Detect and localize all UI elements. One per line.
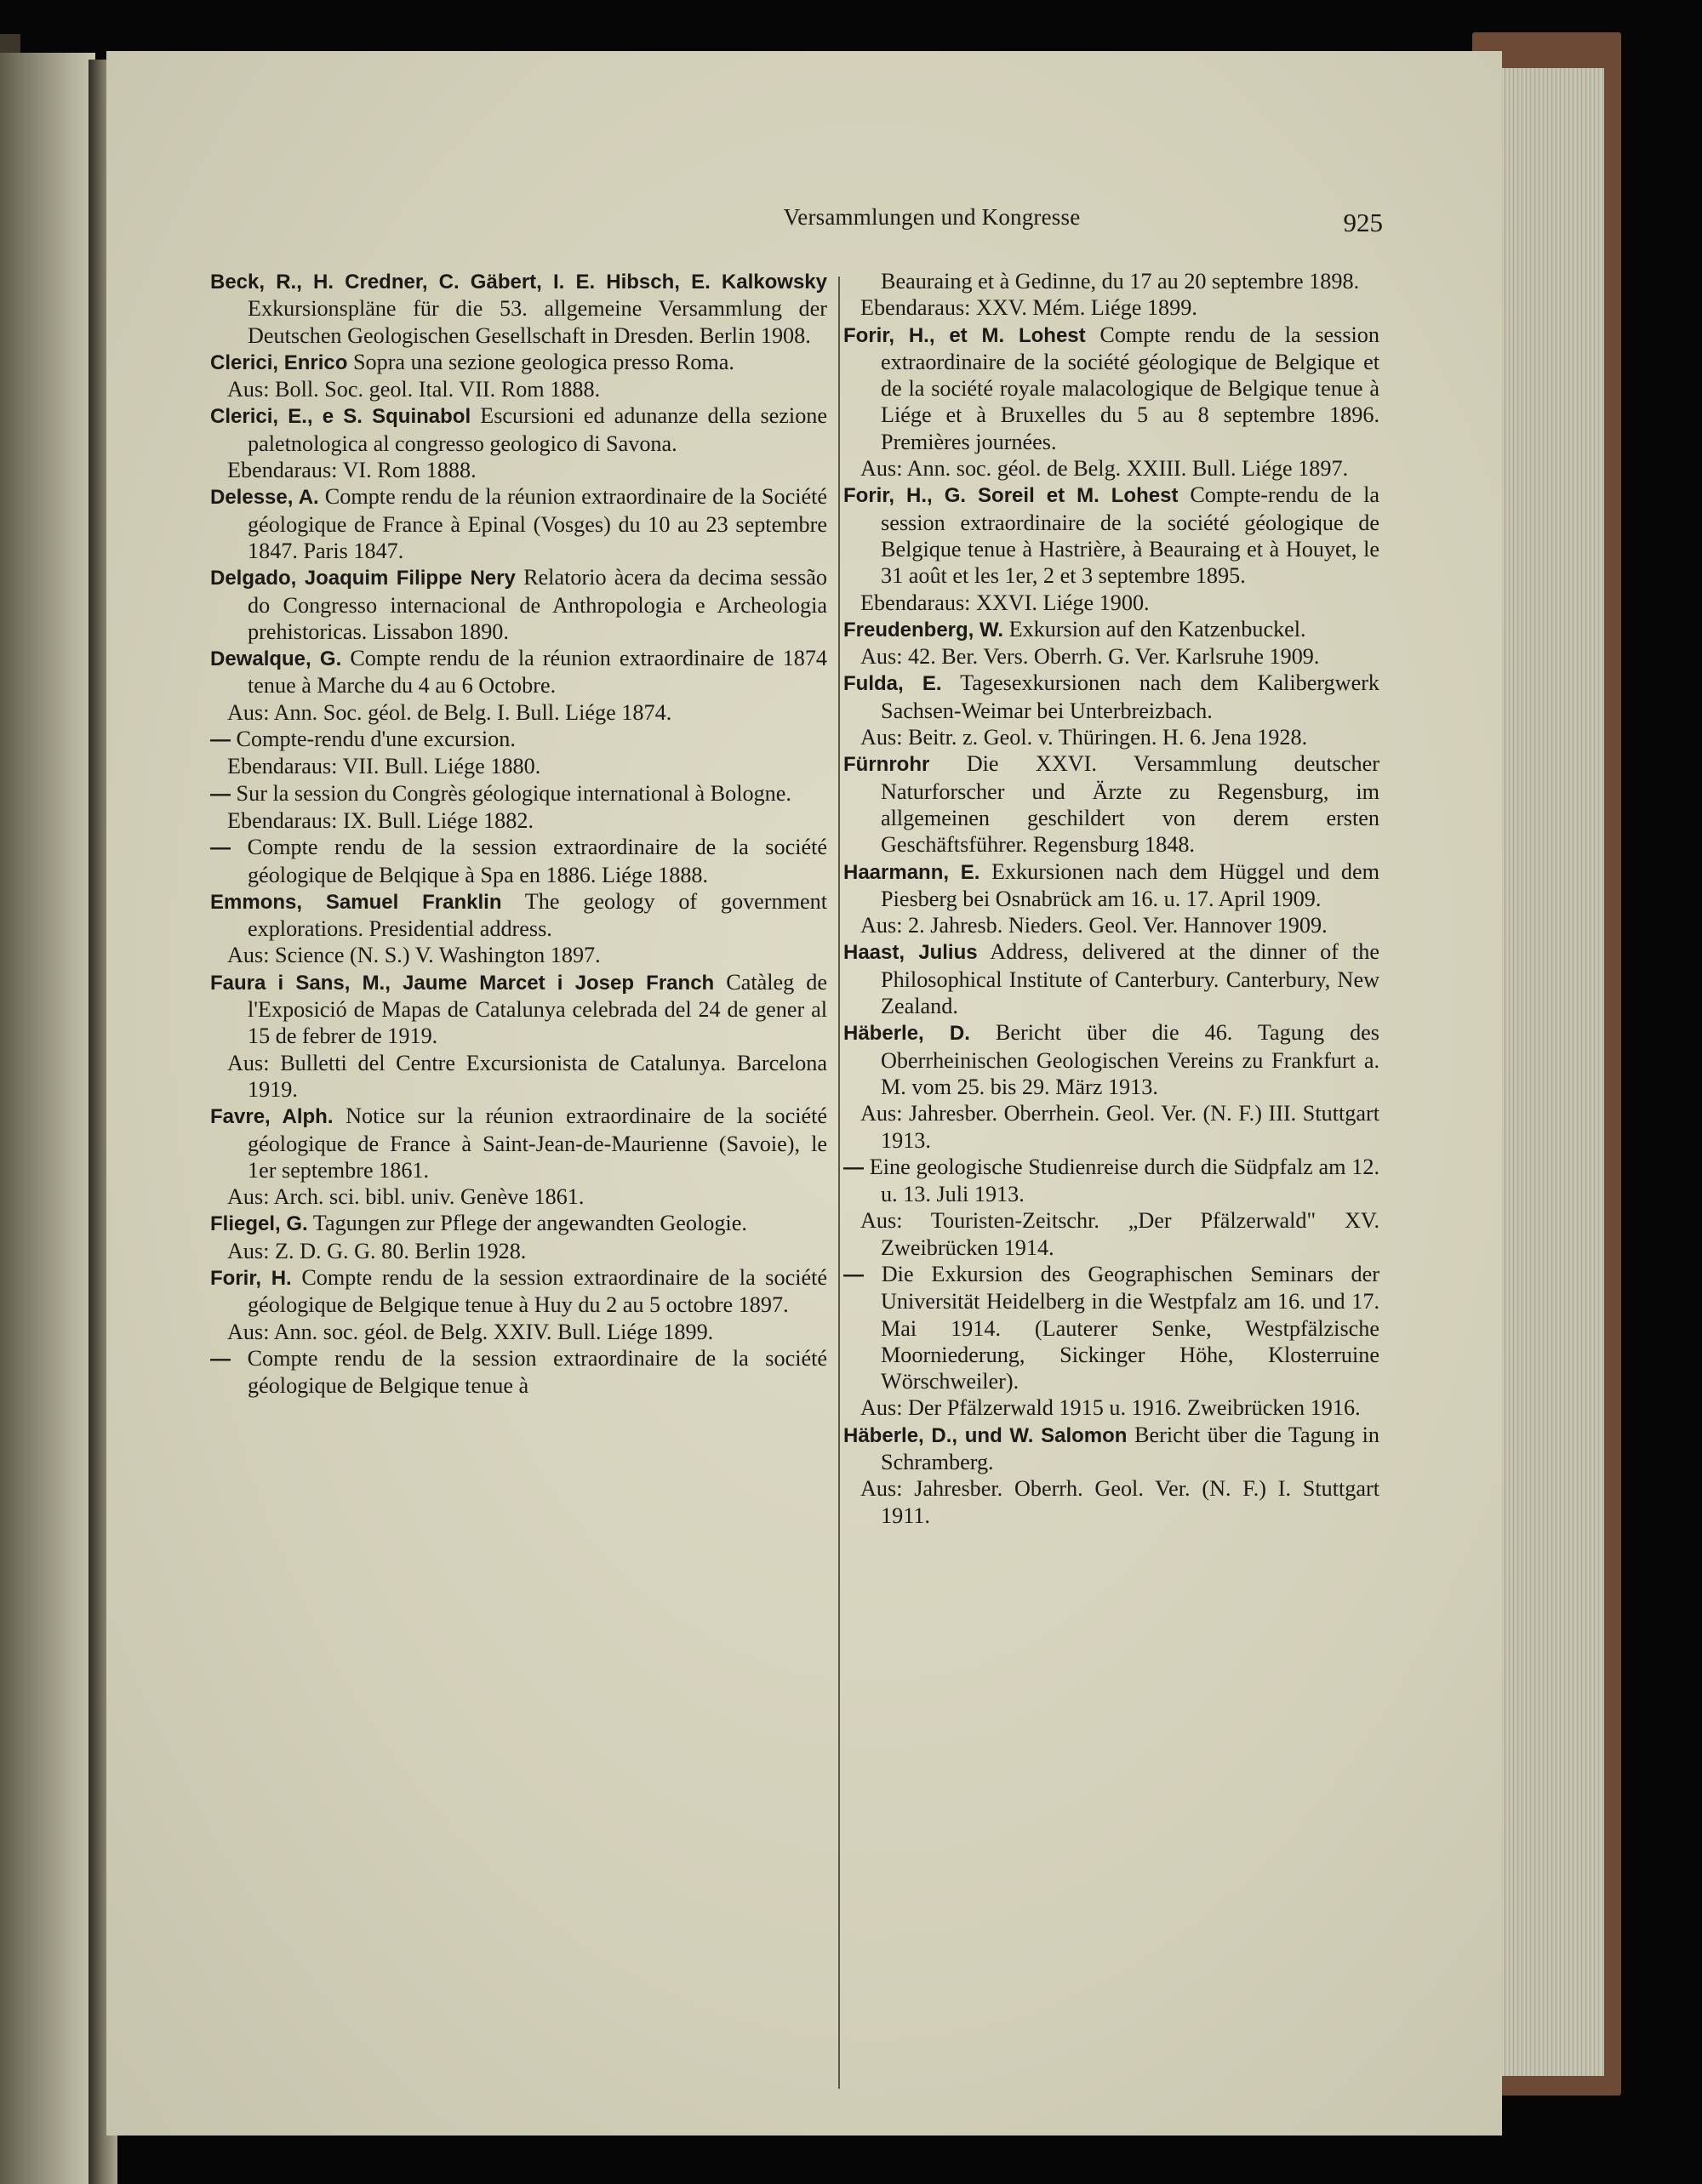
entry-author: Freudenberg, W. xyxy=(843,618,1004,642)
entry-title: Die Exkursion des Geographischen Seminars der Universität Heidelberg in die Westpfalz am 16. und 17. Mai 1914. (Lauterer Senke, Westpfälzische Moorniederung, Sickinger Höhe, Klosterruine Wörschweiler). xyxy=(881,1261,1379,1394)
left-column xyxy=(210,268,827,1399)
entry-title: The geology of government explorations. Presidential address. xyxy=(248,888,827,942)
entry-author: Fulda, E. xyxy=(843,672,942,696)
bibliography-entry xyxy=(843,1261,1379,1394)
entry-title: Exkursionen nach dem Hüggel und dem Piesberg bei Osnabrück am 16. u. 17. April 1909. xyxy=(881,858,1379,911)
entry-source: Ebendaraus: VII. Bull. Liége 1880. xyxy=(227,754,541,779)
entry-author: Delesse, A. xyxy=(210,486,319,510)
entry-title: Tagungen zur Pflege der angewandten Geologie. xyxy=(312,1211,747,1236)
bibliography-entry xyxy=(843,1154,1379,1208)
entry-author: — xyxy=(843,1263,864,1286)
entry-source: Aus: Jahresber. Oberrhein. Geol. Ver. (N. F.) III. Stuttgart 1913. xyxy=(860,1101,1379,1153)
entry-author: Emmons, Samuel Franklin xyxy=(210,890,502,914)
bibliography-entry xyxy=(843,1019,1379,1100)
entry-title: Eine geologische Studienreise durch die Südpfalz am 12. u. 13. Juli 1913. xyxy=(869,1154,1380,1207)
entry-author: Häberle, D. xyxy=(843,1022,970,1046)
entry-author: Clerici, Enrico xyxy=(210,351,348,374)
bibliography-entry xyxy=(210,888,827,943)
entry-author: — xyxy=(210,728,231,752)
bibliography-entry xyxy=(843,938,1379,1019)
entry-title: Compte-rendu d'une excursion. xyxy=(236,727,516,752)
entry-author: — xyxy=(210,782,231,806)
column-rule xyxy=(838,277,840,2089)
bibliography-entry xyxy=(210,726,827,753)
entry-author: Forir, H. xyxy=(210,1266,292,1290)
right-column xyxy=(843,268,1379,1529)
entry-author: Fürnrohr xyxy=(843,753,930,777)
entry-source: Aus: Ann. soc. géol. de Belg. XXIII. Bull. Liége 1897. xyxy=(860,456,1349,482)
entry-source: Aus: Z. D. G. G. 80. Berlin 1928. xyxy=(227,1238,527,1263)
entry-source: Aus: Science (N. S.) V. Washington 1897. xyxy=(227,943,601,968)
entry-title: Exkursion auf den Katzenbuckel. xyxy=(1008,616,1306,642)
entry-author: Beck, R., H. Credner, C. Gäbert, I. E. Hibsch, E. Kalkowsky xyxy=(210,271,827,294)
entry-source: Aus: Der Pfälzerwald 1915 u. 1916. Zweibrücken 1916. xyxy=(860,1395,1361,1421)
bibliography-entry xyxy=(210,780,827,807)
entry-author: Forir, H., G. Soreil et M. Lohest xyxy=(843,484,1179,508)
entry-author: Häberle, D., und W. Salomon xyxy=(843,1423,1128,1447)
entry-title: Compte rendu de la session extraordinaire de la société géologique de Belgique tenue à Huy du 2 au 5 octobre 1897. xyxy=(248,1264,827,1318)
entry-title: Tagesexkursionen nach dem Kalibergwerk Sachsen-Weimar bei Unterbreizbach. xyxy=(881,670,1380,723)
bibliography-entry xyxy=(843,482,1379,589)
page-number: 925 xyxy=(1343,208,1383,237)
entry-author: Haarmann, E. xyxy=(843,860,980,884)
entry-author: — xyxy=(843,1155,864,1179)
entry-author: Dewalque, G. xyxy=(210,647,342,671)
entry-author: — xyxy=(210,836,231,860)
entry-author: — xyxy=(210,1347,231,1371)
bibliography-entry xyxy=(210,969,827,1050)
entry-title: Sur la session du Congrès géologique international à Bologne. xyxy=(236,780,791,806)
entry-title: Bericht über die 46. Tagung des Oberrheinischen Geologischen Vereins zu Frankfurt a. M. vom 25. bis 29. März 1913. xyxy=(881,1020,1379,1099)
entry-title: Exkursionspläne für die 53. allgemeine Versammlung der Deutschen Geologischen Gesellschaft in Dresden. Berlin 1908. xyxy=(248,296,827,348)
entry-source: Aus: Bulletti del Centre Excursionista de Catalunya. Barcelona 1919. xyxy=(227,1050,827,1102)
document-page xyxy=(106,51,1502,2136)
running-head: Versammlungen und Kongresse xyxy=(783,204,1081,230)
entry-source: Aus: Beitr. z. Geol. v. Thüringen. H. 6. Jena 1928. xyxy=(860,725,1308,750)
bibliography-entry xyxy=(210,349,827,376)
bibliography-entry xyxy=(210,402,827,457)
entry-source: Aus: Touristen-Zeitschr. „Der Pfälzerwald" XV. Zweibrücken 1914. xyxy=(860,1208,1379,1260)
entry-source: Aus: 42. Ber. Vers. Oberrh. G. Ver. Karlsruhe 1909. xyxy=(860,644,1320,670)
entry-title: Address, delivered at the dinner of the Philosophical Institute of Canterbury. Canterbury, New Zealand. xyxy=(881,939,1379,1019)
entry-source: Ebendaraus: XXVI. Liége 1900. xyxy=(860,590,1150,615)
bibliography-entry xyxy=(210,1103,827,1183)
entry-title: Compte rendu de la réunion extraordinaire de la Société géologique de France à Epinal (Vosges) du 10 au 23 septembre 1847. Paris 1847. xyxy=(248,484,828,563)
entry-title: Bericht über die Tagung in Schramberg. xyxy=(881,1422,1379,1475)
entry-author: Haast, Julius xyxy=(843,941,978,965)
bibliography-entry xyxy=(210,268,827,349)
entry-source: Ebendaraus: IX. Bull. Liége 1882. xyxy=(227,807,534,833)
entry-title: Compte rendu de la session extraordinaire de la société géologique de Belqique à Spa en 1886. Liége 1888. xyxy=(247,835,827,887)
bibliography-entry xyxy=(210,645,827,699)
entry-source: Aus: Boll. Soc. geol. Ital. VII. Rom 1888. xyxy=(227,377,601,402)
bibliography-entry xyxy=(210,483,827,564)
entry-author: Faura i Sans, M., Jaume Marcet i Josep Franch xyxy=(210,971,715,995)
entry-source: Aus: Jahresber. Oberrh. Geol. Ver. (N. F.) I. Stuttgart 1911. xyxy=(860,1476,1379,1528)
entry-source: Aus: 2. Jahresb. Nieders. Geol. Ver. Hannover 1909. xyxy=(860,913,1328,938)
bibliography-entry xyxy=(843,670,1379,724)
entry-source: Aus: Arch. sci. bibl. univ. Genève 1861. xyxy=(227,1184,585,1210)
entry-source: Aus: Ann. Soc. géol. de Belg. I. Bull. Liége 1874. xyxy=(227,699,672,725)
entry-continuation: Beauraing et à Gedinne, du 17 au 20 septembre 1898. xyxy=(881,269,1360,294)
entry-title: Compte rendu de la session extraordinaire de la société géologique de Belgique et de la société royale malacologique de Belgique tenue à Liége et à Bruxelles du 5 au 8 septembre 1896. Premières journées. xyxy=(881,322,1379,454)
entry-author: Favre, Alph. xyxy=(210,1105,334,1129)
entry-title: Catàleg de l'Exposició de Mapas de Catalunya celebrada del 24 de gener al 15 de febrer de 1919. xyxy=(248,969,828,1049)
entry-title: Compte-rendu de la session extraordinaire de la société géologique de Belgique tenue à Hastrière, à Beauraing et à Houyet, le 31 août et les 1er, 2 et 3 septembre 1895. xyxy=(881,482,1379,589)
entry-title: Die XXVI. Versammlung deutscher Naturforscher und Ärzte zu Regensburg, im allgemeinen geschildert von derem ersten Geschäftsführer. Regensburg 1848. xyxy=(881,751,1379,858)
bibliography-entry xyxy=(843,322,1379,455)
entry-title: Sopra una sezione geologica presso Roma. xyxy=(352,349,734,374)
entry-author: Forir, H., et M. Lohest xyxy=(843,323,1086,347)
bibliography-entry xyxy=(843,858,1379,913)
entry-source: Ebendaraus: XXV. Mém. Liége 1899. xyxy=(860,295,1197,321)
bibliography-entry xyxy=(210,834,827,888)
entry-title: Escursioni ed adunanze della sezione paletnologica al congresso geologico di Savona. xyxy=(248,403,828,456)
bibliography-entry xyxy=(843,1422,1379,1476)
entry-title: Compte rendu de la réunion extraordinaire de 1874 tenue à Marche du 4 au 6 Octobre. xyxy=(248,646,828,699)
entry-source: Ebendaraus: VI. Rom 1888. xyxy=(227,458,477,483)
entry-author: Clerici, E., e S. Squinabol xyxy=(210,405,471,429)
entry-title: Relatorio àcera da decima sessão do Congresso internacional de Anthropologia e Archeologia prehistoricas. Lissabon 1890. xyxy=(248,565,827,644)
bibliography-entry xyxy=(843,750,1379,858)
entry-title: Compte rendu de la session extraordinaire de la société géologique de Belgique tenue à xyxy=(247,1345,827,1399)
bibliography-entry xyxy=(210,1264,827,1319)
entry-title: Notice sur la réunion extraordinaire de la société géologique de France à Saint-Jean-de-Maurienne (Savoie), le 1er septembre 1861. xyxy=(248,1103,827,1183)
entry-source: Aus: Ann. soc. géol. de Belg. XXIV. Bull. Liége 1899. xyxy=(227,1319,714,1344)
bibliography-entry xyxy=(843,616,1379,643)
bibliography-entry xyxy=(210,1210,827,1237)
entry-author: Delgado, Joaquim Filippe Nery xyxy=(210,567,516,590)
entry-author: Fliegel, G. xyxy=(210,1212,308,1236)
bibliography-entry xyxy=(210,564,827,645)
facing-page-edge xyxy=(0,53,95,2184)
bibliography-entry xyxy=(210,1345,827,1400)
